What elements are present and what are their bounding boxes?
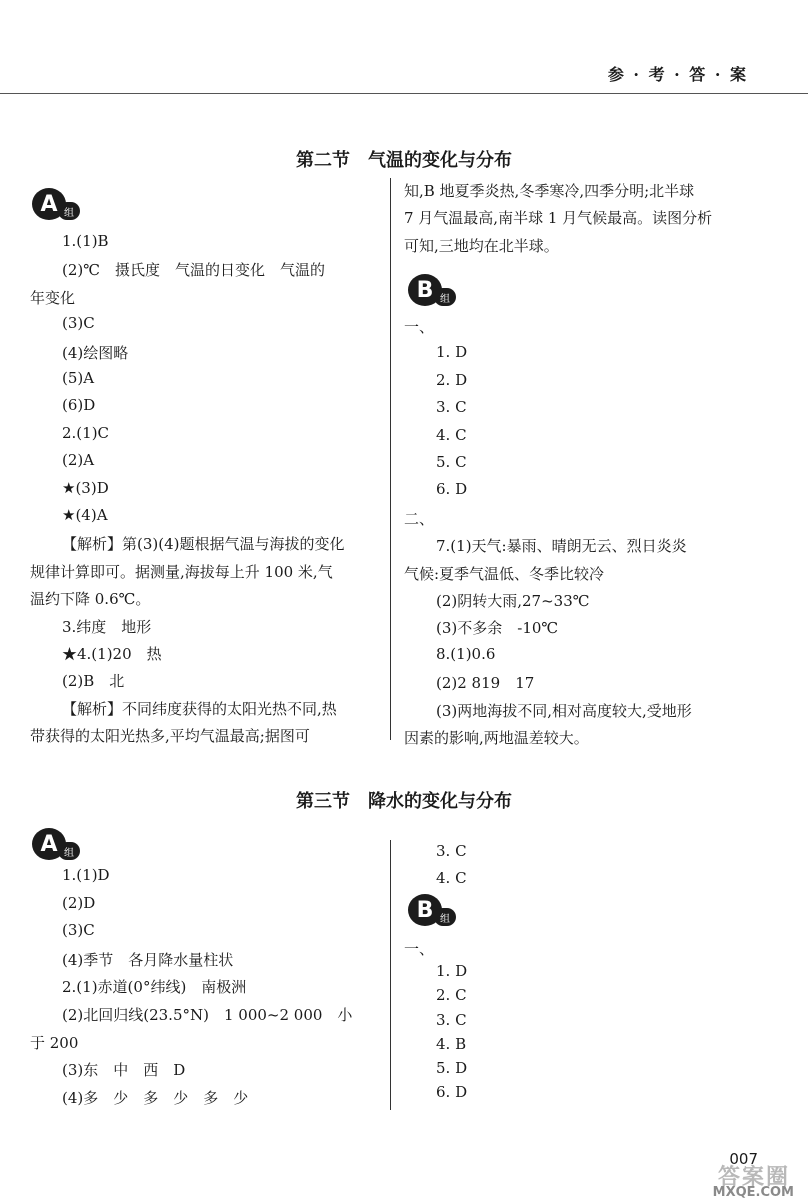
answer-line: 带获得的太阳光热多,平均气温最高;据图可 bbox=[30, 727, 310, 746]
answer-line: (2)B 北 bbox=[62, 672, 125, 691]
watermark-url: MXQE.COM bbox=[712, 1185, 794, 1200]
answer-line: 2.(1)C bbox=[62, 423, 110, 442]
answer-line: 年变化 bbox=[30, 288, 76, 307]
answer-line: (4)季节 各月降水量柱状 bbox=[62, 950, 234, 969]
answer-line: (3)C bbox=[62, 921, 95, 940]
answer-line: 6. D bbox=[436, 480, 468, 499]
answer-line: (4)多 少 多 少 多 少 bbox=[62, 1088, 249, 1107]
badge-a-icon: A 组 bbox=[32, 188, 88, 222]
answer-line: 4. B bbox=[436, 1034, 467, 1053]
answer-line: 2. D bbox=[436, 370, 468, 389]
answer-line: 1.(1)D bbox=[62, 866, 110, 884]
answer-line: 2.(1)赤道(0°纬线) 南极洲 bbox=[62, 978, 247, 997]
answer-line: (2)北回归线(23.5°N) 1 000~2 000 小 bbox=[62, 1006, 353, 1024]
answer-line: (2)阴转大雨,27~33℃ bbox=[436, 592, 590, 610]
answer-line: 1. D bbox=[436, 343, 468, 362]
answer-line: (3)东 中 西 D bbox=[62, 1061, 186, 1080]
answer-line: 5. D bbox=[436, 1059, 468, 1077]
answer-line: ★(4)A bbox=[62, 506, 108, 524]
answer-line: 规律计算即可。据测量,海拔每上升 100 米,气 bbox=[30, 562, 333, 581]
answer-line: 8.(1)0.6 bbox=[436, 644, 496, 663]
answer-line: 气候:夏季气温低、冬季比较冷 bbox=[404, 564, 605, 583]
answer-line: 可知,三地均在北半球。 bbox=[404, 236, 559, 255]
answer-line: 7 月气温最高,南半球 1 月气候最高。读图分析 bbox=[404, 209, 713, 228]
answer-line: 7.(1)天气:暴雨、晴朗无云、烈日炎炎 bbox=[436, 537, 687, 556]
answer-line: (2)A bbox=[62, 451, 95, 470]
answer-line: (5)A bbox=[62, 369, 95, 387]
answer-line: (2)2 819 17 bbox=[436, 674, 535, 693]
answer-line: 4. C bbox=[436, 869, 467, 888]
answer-line: ★(3)D bbox=[62, 478, 109, 497]
answer-line: 因素的影响,两地温差较大。 bbox=[404, 729, 589, 747]
page-header-label: 参 · 考 · 答 · 案 bbox=[607, 65, 748, 84]
answer-line: 温约下降 0.6℃。 bbox=[30, 590, 151, 609]
answer-line: 2. C bbox=[436, 986, 467, 1005]
answer-line: 知,B 地夏季炎热,冬季寒冷,四季分明;北半球 bbox=[404, 182, 695, 200]
answer-line: 【解析】第(3)(4)题根据气温与海拔的变化 bbox=[62, 535, 345, 554]
answer-line: 3.纬度 地形 bbox=[62, 617, 152, 636]
answer-line: (2)D bbox=[62, 893, 96, 912]
watermark bbox=[638, 1160, 798, 1200]
answer-line: (3)两地海拔不同,相对高度较大,受地形 bbox=[436, 701, 692, 720]
answer-line: (6)D bbox=[62, 396, 96, 415]
answer-line: 4. C bbox=[436, 425, 467, 444]
answer-line: 一、 bbox=[404, 318, 435, 336]
column-divider bbox=[390, 178, 391, 740]
answer-line: (3)不多余 -10℃ bbox=[436, 619, 559, 638]
section-title-precipitation: 第三节 降水的变化与分布 bbox=[296, 791, 512, 812]
section-title-temperature: 第二节 气温的变化与分布 bbox=[296, 150, 512, 171]
page-number: 007 bbox=[729, 1150, 758, 1168]
badge-a-icon: A 组 bbox=[32, 828, 88, 862]
answer-line: (4)绘图略 bbox=[62, 343, 129, 362]
badge-b-icon: B 组 bbox=[408, 274, 464, 308]
header-rule bbox=[0, 93, 808, 94]
answer-line: 6. D bbox=[436, 1083, 468, 1102]
answer-line: 二、 bbox=[404, 509, 435, 528]
answer-line: 3. C bbox=[436, 842, 467, 860]
badge-b-icon: B 组 bbox=[408, 894, 464, 928]
answer-line: 1. D bbox=[436, 962, 468, 981]
answer-line: (2)℃ 摄氏度 气温的日变化 气温的 bbox=[62, 261, 326, 280]
answer-line: (3)C bbox=[62, 314, 95, 333]
watermark-logo: 答案圈 bbox=[717, 1165, 790, 1190]
answer-line: 一、 bbox=[404, 940, 435, 958]
column-divider bbox=[390, 840, 391, 1110]
answer-line: 1.(1)B bbox=[62, 232, 109, 250]
answer-line: 【解析】不同纬度获得的太阳光热不同,热 bbox=[62, 699, 337, 718]
answer-line: 5. C bbox=[436, 453, 467, 471]
answer-line: ★4.(1)20 热 bbox=[62, 645, 162, 663]
answer-line: 于 200 bbox=[30, 1033, 79, 1052]
answer-line: 3. C bbox=[436, 1010, 467, 1029]
answer-line: 3. C bbox=[436, 398, 467, 417]
